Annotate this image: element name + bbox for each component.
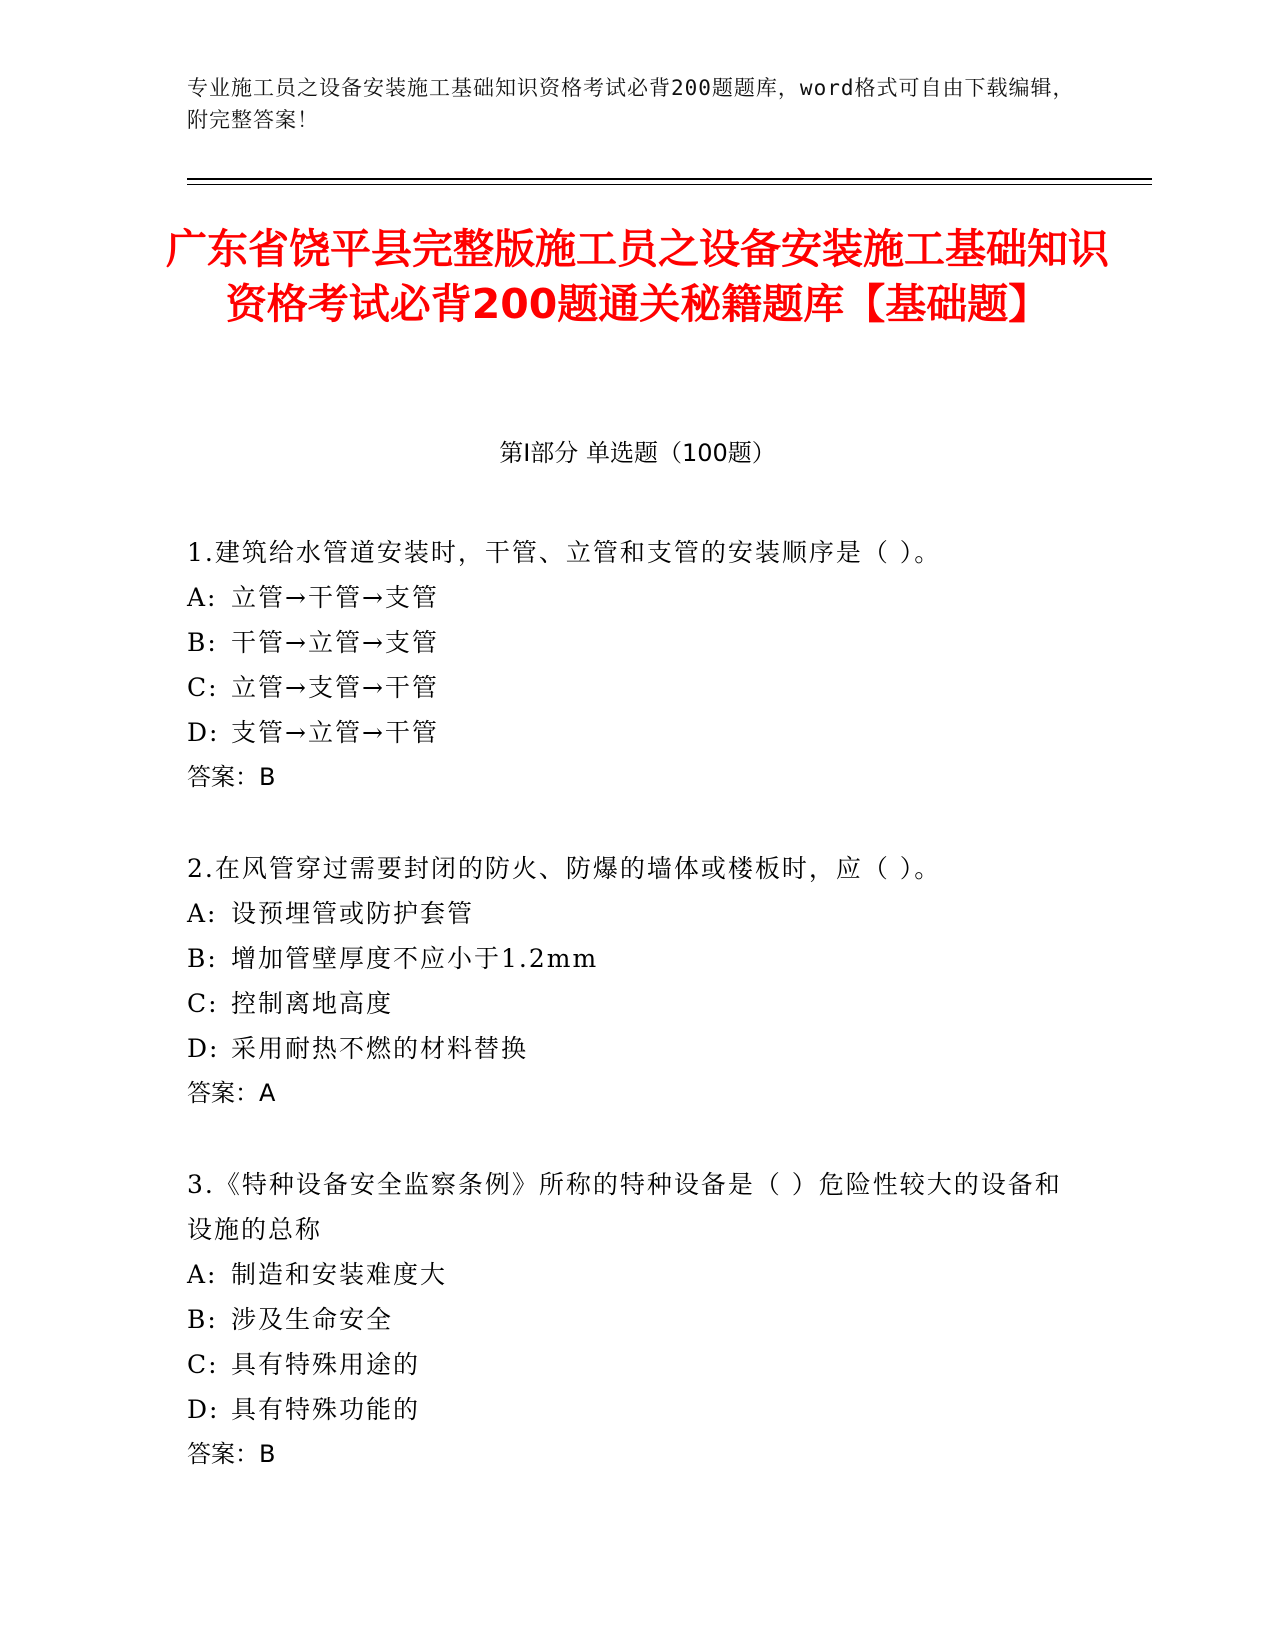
option-key: B: xyxy=(187,944,218,973)
option-text: 制造和安装难度大 xyxy=(231,1260,448,1289)
option-c xyxy=(187,665,1087,710)
option-text: 采用耐热不燃的材料替换 xyxy=(231,1034,529,1063)
question-list xyxy=(187,530,1087,1523)
option-key: A: xyxy=(187,899,218,928)
header-note: 专业施工员之设备安装施工基础知识资格考试必背200题题库，word格式可自由下载编辑，附完整答案！ xyxy=(187,76,1075,132)
section-title: 第Ⅰ部分 单选题（100题） xyxy=(499,439,776,467)
header-rule-thick xyxy=(187,178,1152,180)
answer-line: 答案：A xyxy=(187,1079,276,1107)
question-stem: 2.在风管穿过需要封闭的防火、防爆的墙体或楼板时，应（ ）。 xyxy=(187,854,942,883)
question-3 xyxy=(187,1162,1087,1477)
option-a xyxy=(187,575,1087,620)
option-key: C: xyxy=(187,1350,219,1379)
option-d xyxy=(187,1026,1087,1071)
question-2 xyxy=(187,846,1087,1116)
option-a xyxy=(187,1252,1087,1297)
option-key: A: xyxy=(187,1260,218,1289)
option-c xyxy=(187,1342,1087,1387)
document-title: 广东省饶平县完整版施工员之设备安装施工基础知识资格考试必背200题通关秘籍题库【基础题】 xyxy=(166,225,1109,328)
option-b xyxy=(187,620,1087,665)
question-1 xyxy=(187,530,1087,800)
question-stem: 1.建筑给水管道安装时，干管、立管和支管的安装顺序是（ ）。 xyxy=(187,538,942,567)
header-rule-thin xyxy=(187,184,1152,185)
option-key: B: xyxy=(187,628,218,657)
option-key: A: xyxy=(187,583,218,612)
option-key: D: xyxy=(187,1395,220,1424)
option-b xyxy=(187,1297,1087,1342)
option-key: B: xyxy=(187,1305,218,1334)
option-key: D: xyxy=(187,718,220,747)
option-key: C: xyxy=(187,989,219,1018)
answer-line: 答案：B xyxy=(187,1440,276,1468)
option-text: 具有特殊用途的 xyxy=(231,1350,421,1379)
option-d xyxy=(187,710,1087,755)
answer-line: 答案：B xyxy=(187,763,276,791)
option-c xyxy=(187,981,1087,1026)
option-b xyxy=(187,936,1087,981)
option-text: 增加管壁厚度不应小于1.2mm xyxy=(231,944,599,973)
option-text: 支管→立管→干管 xyxy=(231,718,439,747)
option-d xyxy=(187,1387,1087,1432)
option-a xyxy=(187,891,1087,936)
option-text: 具有特殊功能的 xyxy=(231,1395,421,1424)
question-stem: 3.《特种设备安全监察条例》所称的特种设备是（ ）危险性较大的设备和设施的总称 xyxy=(187,1170,1062,1244)
option-text: 立管→支管→干管 xyxy=(231,673,439,702)
option-text: 设预埋管或防护套管 xyxy=(231,899,475,928)
option-text: 立管→干管→支管 xyxy=(231,583,439,612)
option-text: 干管→立管→支管 xyxy=(231,628,439,657)
option-key: D: xyxy=(187,1034,220,1063)
option-text: 控制离地高度 xyxy=(231,989,394,1018)
option-text: 涉及生命安全 xyxy=(231,1305,394,1334)
option-key: C: xyxy=(187,673,219,702)
